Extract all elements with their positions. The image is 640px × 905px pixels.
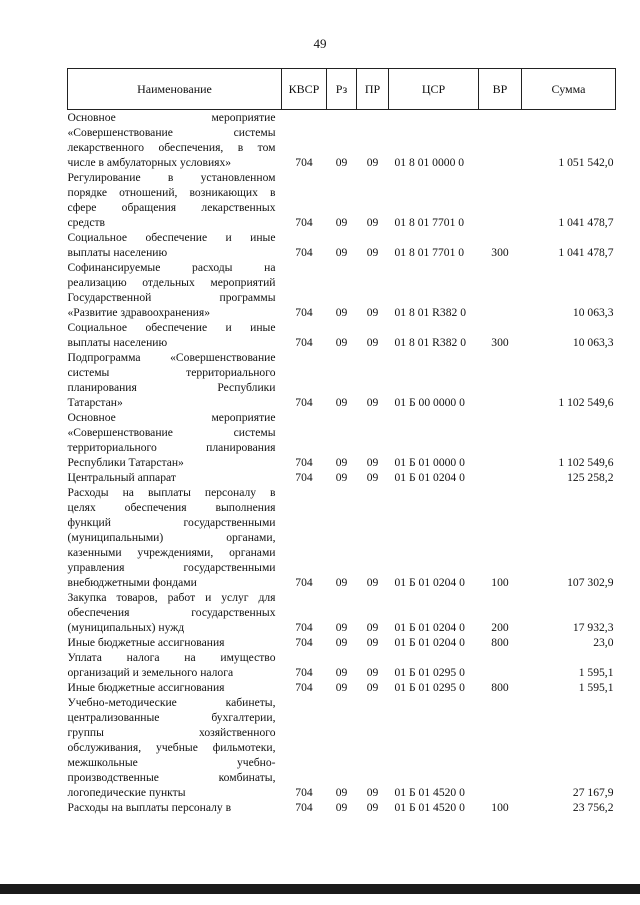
- kvsr-cell: 704: [295, 246, 313, 259]
- rz-cell: 09: [335, 306, 348, 319]
- table-row: [68, 320, 616, 350]
- sum-cell: 17 932,3: [572, 621, 614, 634]
- vr-cell: 800: [491, 636, 509, 649]
- pr-cell: 09: [366, 216, 379, 229]
- sum-cell: 23 756,2: [572, 801, 614, 814]
- name-line: порядке отношений, возникающих в: [67, 186, 276, 199]
- csr-cell: 01 8 01 0000 0: [394, 156, 465, 169]
- pr-cell: 09: [366, 636, 379, 649]
- vr-cell: 300: [491, 246, 509, 259]
- name-cell: [68, 350, 282, 410]
- sum-cell: 1 041 478,7: [558, 246, 614, 259]
- rz-cell: 09: [335, 456, 348, 469]
- name-line: целях обеспечения выполнения: [67, 501, 276, 514]
- kvsr-cell: 704: [295, 306, 313, 319]
- pr-cell: 09: [366, 681, 379, 694]
- name-cell: [68, 410, 282, 470]
- table-row: [68, 695, 616, 800]
- pr-cell: 09: [366, 471, 379, 484]
- name-cell: [68, 170, 282, 230]
- name-line: средств: [67, 216, 106, 229]
- rz-cell: 09: [335, 786, 348, 799]
- csr-cell: 01 Б 01 0204 0: [394, 621, 465, 634]
- table-row: [68, 680, 616, 695]
- name-line: системы территориального: [67, 366, 276, 379]
- name-line: Основное мероприятие: [67, 111, 276, 124]
- vr-cell: [479, 470, 522, 485]
- pr-cell: 09: [366, 306, 379, 319]
- name-line: (муниципальных) нужд: [67, 621, 185, 634]
- rz-cell: 09: [335, 681, 348, 694]
- table-row: [68, 410, 616, 470]
- sum-cell: 1 102 549,6: [558, 456, 614, 469]
- pr-cell: 09: [366, 246, 379, 259]
- vr-cell: [479, 260, 522, 320]
- name-cell: [68, 680, 282, 695]
- name-line: Государственной программы: [67, 291, 276, 304]
- table-row: [68, 635, 616, 650]
- kvsr-cell: 704: [295, 471, 313, 484]
- table-row: [68, 590, 616, 635]
- name-line: Основное мероприятие: [67, 411, 276, 424]
- name-line: выплаты населению: [67, 246, 168, 259]
- table-row: [68, 800, 616, 815]
- kvsr-cell: 704: [295, 786, 313, 799]
- pr-cell: 09: [366, 786, 379, 799]
- name-line: управления государственными: [67, 561, 276, 574]
- sum-cell: 1 041 478,7: [558, 216, 614, 229]
- name-line: Татарстан»: [67, 396, 123, 409]
- csr-cell: 01 8 01 7701 0: [394, 246, 465, 259]
- kvsr-cell: 704: [295, 621, 313, 634]
- name-line: реализацию отдельных мероприятий: [67, 276, 276, 289]
- name-line: функций государственными: [67, 516, 276, 529]
- name-line: логопедические пункты: [67, 786, 186, 799]
- pr-cell: 09: [366, 621, 379, 634]
- name-line: лекарственного обеспечения, в том: [67, 141, 276, 154]
- kvsr-cell: 704: [295, 336, 313, 349]
- name-cell: [68, 260, 282, 320]
- name-cell: [68, 650, 282, 680]
- vr-cell: [479, 695, 522, 800]
- name-line: Регулирование в установленном: [67, 171, 276, 184]
- name-line: сфере обращения лекарственных: [67, 201, 276, 214]
- vr-cell: [479, 110, 522, 171]
- vr-cell: [479, 650, 522, 680]
- name-cell: [68, 635, 282, 650]
- name-line: Иные бюджетные ассигнования: [67, 681, 225, 694]
- name-line: Уплата налога на имущество: [67, 651, 276, 664]
- name-line: казенными учреждениями, органами: [67, 546, 276, 559]
- kvsr-cell: 704: [295, 666, 313, 679]
- vr-cell: 800: [491, 681, 509, 694]
- name-cell: [68, 695, 282, 800]
- table-row: [68, 230, 616, 260]
- name-line: «Совершенствование системы: [67, 426, 276, 439]
- name-cell: [68, 110, 282, 171]
- name-line: централизованные бухгалтерии,: [67, 711, 276, 724]
- rz-cell: 09: [335, 246, 348, 259]
- rz-cell: 09: [335, 621, 348, 634]
- csr-cell: 01 8 01 R382 0: [394, 336, 466, 349]
- header-kvsr: КВСР: [282, 69, 327, 110]
- name-line: (муниципальными) органами,: [67, 531, 276, 544]
- csr-cell: 01 Б 01 0204 0: [394, 636, 465, 649]
- pr-cell: 09: [366, 666, 379, 679]
- table-row: [68, 350, 616, 410]
- name-cell: [68, 485, 282, 590]
- rz-cell: 09: [335, 396, 348, 409]
- table-header-row: [68, 69, 616, 110]
- name-line: Расходы на выплаты персоналу в: [67, 801, 232, 814]
- kvsr-cell: 704: [295, 396, 313, 409]
- sum-cell: 1 051 542,0: [558, 156, 614, 169]
- header-sum: Сумма: [522, 69, 616, 110]
- kvsr-cell: 704: [295, 216, 313, 229]
- pr-cell: 09: [366, 576, 379, 589]
- kvsr-cell: 704: [295, 801, 313, 814]
- name-line: группы хозяйственного: [67, 726, 276, 739]
- kvsr-cell: 704: [295, 156, 313, 169]
- name-line: планирования Республики: [67, 381, 276, 394]
- page-number: 49: [313, 36, 327, 51]
- header-pr: ПР: [357, 69, 389, 110]
- pr-cell: 09: [366, 336, 379, 349]
- name-cell: [68, 320, 282, 350]
- sum-cell: 1 595,1: [578, 681, 614, 694]
- name-line: производственные комбинаты,: [67, 771, 276, 784]
- name-line: обеспечения государственных: [67, 606, 276, 619]
- name-cell: [68, 800, 282, 815]
- name-cell: [68, 590, 282, 635]
- rz-cell: 09: [335, 576, 348, 589]
- name-line: обслуживания, учебные фильмотеки,: [67, 741, 276, 754]
- table-row: [68, 470, 616, 485]
- pr-cell: 09: [366, 396, 379, 409]
- header-rz: Рз: [327, 69, 357, 110]
- name-line: Подпрограмма «Совершенствование: [67, 351, 276, 364]
- table-row: [68, 110, 616, 171]
- name-line: числе в амбулаторных условиях»: [67, 156, 232, 169]
- csr-cell: 01 Б 01 0000 0: [394, 456, 465, 469]
- pr-cell: 09: [366, 456, 379, 469]
- rz-cell: 09: [335, 471, 348, 484]
- pr-cell: 09: [366, 801, 379, 814]
- name-line: территориального планирования: [67, 441, 276, 454]
- name-line: «Совершенствование системы: [67, 126, 276, 139]
- name-line: Республики Татарстан»: [67, 456, 184, 469]
- header-csr: ЦСР: [389, 69, 479, 110]
- vr-cell: 300: [491, 336, 509, 349]
- csr-cell: 01 Б 01 4520 0: [394, 801, 465, 814]
- table-row: [68, 650, 616, 680]
- header-vr: ВР: [479, 69, 522, 110]
- csr-cell: 01 8 01 7701 0: [394, 216, 465, 229]
- csr-cell: 01 Б 01 4520 0: [394, 786, 465, 799]
- sum-cell: 1 102 549,6: [558, 396, 614, 409]
- sum-cell: 107 302,9: [567, 576, 614, 589]
- kvsr-cell: 704: [295, 456, 313, 469]
- name-line: Центральный аппарат: [67, 471, 176, 484]
- name-line: межшкольные учебно-: [67, 756, 276, 769]
- sum-cell: 125 258,2: [567, 471, 614, 484]
- kvsr-cell: 704: [295, 576, 313, 589]
- name-line: Закупка товаров, работ и услуг для: [67, 591, 276, 604]
- budget-table: [67, 68, 616, 815]
- table-row: [68, 260, 616, 320]
- rz-cell: 09: [335, 216, 348, 229]
- pr-cell: 09: [366, 156, 379, 169]
- kvsr-cell: 704: [295, 681, 313, 694]
- kvsr-cell: 704: [295, 636, 313, 649]
- table-row: [68, 170, 616, 230]
- csr-cell: 01 Б 01 0204 0: [394, 576, 465, 589]
- vr-cell: 100: [491, 576, 509, 589]
- sum-cell: 10 063,3: [572, 306, 614, 319]
- name-line: Социальное обеспечение и иные: [67, 321, 276, 334]
- name-line: Социальное обеспечение и иные: [67, 231, 276, 244]
- name-line: Иные бюджетные ассигнования: [67, 636, 225, 649]
- sum-cell: 27 167,9: [572, 786, 614, 799]
- rz-cell: 09: [335, 336, 348, 349]
- rz-cell: 09: [335, 666, 348, 679]
- vr-cell: 200: [491, 621, 509, 634]
- name-line: Учебно-методические кабинеты,: [67, 696, 276, 709]
- name-line: Софинансируемые расходы на: [67, 261, 276, 274]
- vr-cell: 100: [491, 801, 509, 814]
- rz-cell: 09: [335, 156, 348, 169]
- csr-cell: 01 Б 01 0204 0: [394, 471, 465, 484]
- vr-cell: [479, 410, 522, 470]
- name-line: «Развитие здравоохранения»: [67, 306, 211, 319]
- name-line: выплаты населению: [67, 336, 168, 349]
- table-body: [68, 110, 616, 816]
- csr-cell: 01 Б 01 0295 0: [394, 681, 465, 694]
- name-cell: [68, 230, 282, 260]
- scan-edge-bar: [0, 884, 640, 894]
- name-cell: [68, 470, 282, 485]
- sum-cell: 23,0: [593, 636, 614, 649]
- csr-cell: 01 8 01 R382 0: [394, 306, 466, 319]
- name-line: организаций и земельного налога: [67, 666, 234, 679]
- sum-cell: 1 595,1: [578, 666, 614, 679]
- vr-cell: [479, 350, 522, 410]
- sum-cell: 10 063,3: [572, 336, 614, 349]
- csr-cell: 01 Б 00 0000 0: [394, 396, 465, 409]
- header-name: Наименование: [68, 69, 282, 110]
- rz-cell: 09: [335, 636, 348, 649]
- table-row: [68, 485, 616, 590]
- csr-cell: 01 Б 01 0295 0: [394, 666, 465, 679]
- vr-cell: [479, 170, 522, 230]
- name-line: Расходы на выплаты персоналу в: [67, 486, 276, 499]
- rz-cell: 09: [335, 801, 348, 814]
- name-line: внебюджетными фондами: [67, 576, 197, 589]
